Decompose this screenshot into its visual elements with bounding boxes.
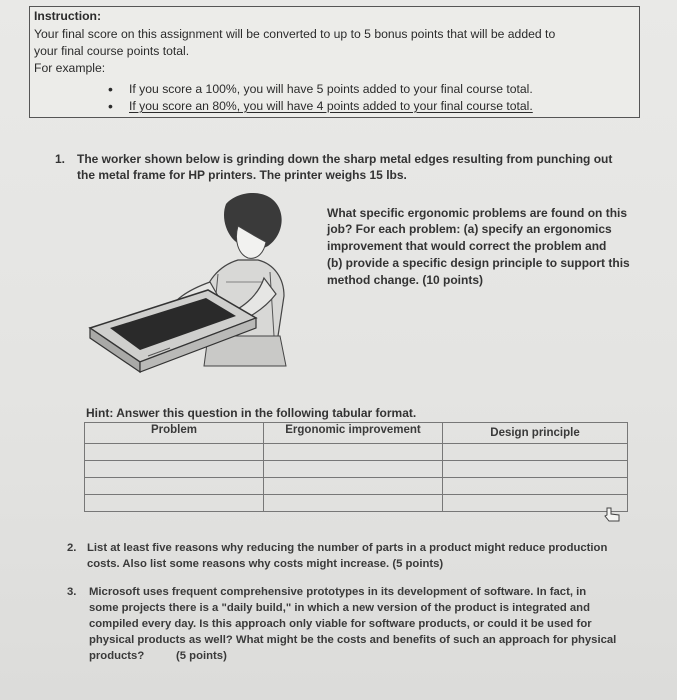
instruction-line-1: Your final score on this assignment will be converted to up to 5 bonus points that will be added to <box>34 27 556 41</box>
question-1-line-2: the metal frame for HP printers. The printer weighs 15 lbs. <box>77 168 407 182</box>
table-cell <box>264 444 443 461</box>
table-cell <box>264 478 443 495</box>
hint-text: Hint: Answer this question in the following tabular format. <box>86 406 417 420</box>
question-3-last-line: products? <box>89 650 145 662</box>
question-3-line-1: Microsoft uses frequent comprehensive prototypes in its development of software. In fact, in <box>89 586 587 598</box>
example-bullet-1: If you score a 100%, you will have 5 points added to your final course total. <box>129 82 533 96</box>
table-cell <box>85 495 264 512</box>
table-header-row <box>85 423 628 444</box>
question-1-number: 1. <box>55 152 66 166</box>
hand-cursor-icon <box>603 506 623 524</box>
question-3-line-2: some projects there is a "daily build," in which a new version of the product is integrated and <box>89 602 590 614</box>
table-row <box>85 478 628 495</box>
table-cell <box>85 444 264 461</box>
table-cell <box>85 461 264 478</box>
question-3-line-4: physical products as well? What might be the costs and benefits of such an approach for physical <box>89 634 617 646</box>
table-cell <box>85 478 264 495</box>
question-2-line-2: costs. Also list some reasons why costs might increase. (5 points) <box>87 558 444 570</box>
example-bullet-2: If you score an 80%, you will have 4 points added to your final course total. <box>129 99 533 113</box>
table-cell <box>443 461 628 478</box>
table-cell <box>264 495 443 512</box>
table-cell <box>443 478 628 495</box>
table-header-design-principle: Design principle <box>443 423 628 444</box>
question-3-number: 3. <box>67 586 77 598</box>
question-2-number: 2. <box>67 542 77 554</box>
answer-format-table <box>84 422 628 512</box>
bullet-dot-icon: • <box>108 98 113 114</box>
question-1-side-line-3: improvement that would correct the problem and <box>327 239 607 253</box>
table-row <box>85 461 628 478</box>
bullet-dot-icon: • <box>108 81 113 97</box>
question-3-points: (5 points) <box>176 650 227 662</box>
example-label: For example: <box>34 61 106 75</box>
question-1-side-line-4: (b) provide a specific design principle to support this <box>327 256 630 270</box>
question-2-line-1: List at least five reasons why reducing the number of parts in a product might reduce production <box>87 542 608 554</box>
table-row <box>85 495 628 512</box>
table-cell <box>264 461 443 478</box>
worker-grinding-illustration <box>88 186 318 376</box>
table-header-ergonomic-improvement: Ergonomic improvement <box>264 423 443 444</box>
instruction-heading: Instruction: <box>34 9 102 23</box>
table-cell <box>443 444 628 461</box>
question-1-side-line-1: What specific ergonomic problems are found on this <box>327 206 628 220</box>
table-header-problem: Problem <box>85 423 264 444</box>
question-1-line-1: The worker shown below is grinding down the sharp metal edges resulting from punching out <box>77 152 613 166</box>
instruction-line-2: your final course points total. <box>34 44 190 58</box>
table-row <box>85 444 628 461</box>
question-1-side-line-5: method change. (10 points) <box>327 273 484 287</box>
question-1-side-line-2: job? For each problem: (a) specify an ergonomics <box>327 222 612 236</box>
question-3-line-3: compiled every day. Is this approach only viable for software products, or could it be used for <box>89 618 592 630</box>
table-cell <box>443 495 628 512</box>
